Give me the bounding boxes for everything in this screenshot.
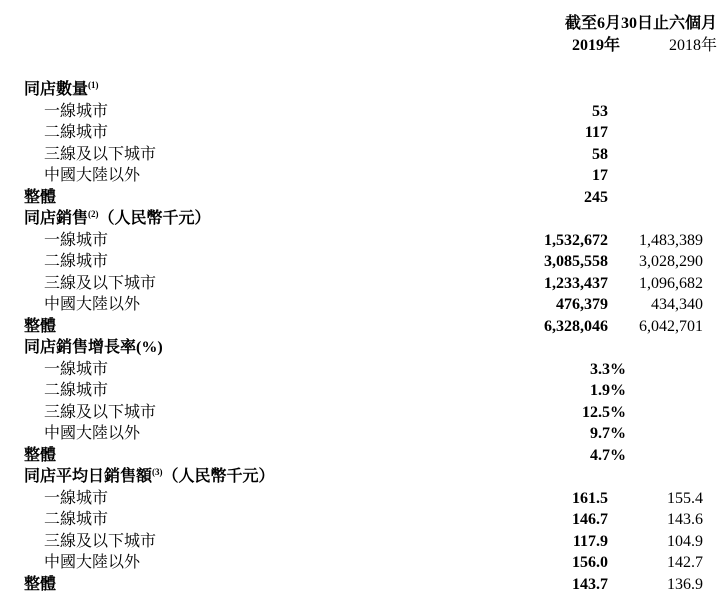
value-2018: 1,096,682 (639, 274, 703, 294)
total-row (0, 188, 727, 210)
value-2019: 4.7% (590, 446, 626, 466)
value-2018: 104.9 (667, 532, 703, 552)
value-2018: 143.6 (667, 510, 703, 530)
table-row (0, 532, 727, 554)
unit-label: （人民幣千元） (163, 468, 275, 485)
table-row (0, 424, 727, 446)
row-label: 一線城市 (44, 489, 108, 509)
row-label: 一線城市 (44, 360, 108, 380)
section-title (24, 80, 99, 100)
row-label: 整體 (24, 188, 56, 208)
section-title (24, 209, 211, 229)
total-row (0, 317, 727, 339)
row-label: 中國大陸以外 (44, 424, 140, 444)
period-header: 截至6月30日止六個月 (492, 14, 717, 34)
table-row (0, 274, 727, 296)
row-label: 整體 (24, 446, 56, 466)
table-row (0, 489, 727, 511)
row-label: 整體 (24, 575, 56, 595)
value-2019: 1,532,672 (544, 231, 608, 251)
section-header (0, 338, 727, 360)
row-label: 三線及以下城市 (44, 274, 156, 294)
section-title-text: 同店銷售增長率(%) (24, 339, 163, 356)
value-2018: 155.4 (667, 489, 703, 509)
section-title-text: 同店數量 (24, 81, 88, 98)
value-2018: 142.7 (667, 553, 703, 573)
table-row (0, 102, 727, 124)
row-label: 二線城市 (44, 123, 108, 143)
section-title (24, 467, 275, 487)
value-2019: 245 (584, 188, 608, 208)
value-2019: 3,085,558 (544, 252, 608, 272)
value-2019: 156.0 (572, 553, 608, 573)
section-header (0, 80, 727, 102)
value-2019: 53 (592, 102, 608, 122)
row-label: 三線及以下城市 (44, 532, 156, 552)
row-label: 三線及以下城市 (44, 403, 156, 423)
table-row (0, 145, 727, 167)
value-2018: 6,042,701 (639, 317, 703, 337)
total-row (0, 446, 727, 468)
table-row (0, 231, 727, 253)
row-label: 二線城市 (44, 510, 108, 530)
section-title (24, 338, 163, 358)
value-2019: 12.5% (582, 403, 626, 423)
total-row (0, 575, 727, 596)
value-2019: 58 (592, 145, 608, 165)
row-label: 三線及以下城市 (44, 145, 156, 165)
year-prior-header: 2018年 (669, 36, 717, 56)
row-label: 二線城市 (44, 381, 108, 401)
table-row (0, 510, 727, 532)
value-2019: 1.9% (590, 381, 626, 401)
value-2018: 434,340 (651, 295, 703, 315)
value-2019: 9.7% (590, 424, 626, 444)
table-row (0, 123, 727, 145)
value-2019: 3.3% (590, 360, 626, 380)
value-2019: 17 (592, 166, 608, 186)
row-label: 一線城市 (44, 102, 108, 122)
section-header (0, 467, 727, 489)
section-title-text: 同店平均日銷售額 (24, 468, 152, 485)
value-2019: 117.9 (573, 532, 608, 552)
row-label: 整體 (24, 317, 56, 337)
value-2019: 1,233,437 (544, 274, 608, 294)
table-row (0, 295, 727, 317)
table-row (0, 553, 727, 575)
footnote-marker: (2) (88, 209, 99, 219)
value-2018: 136.9 (667, 575, 703, 595)
unit-label: （人民幣千元） (99, 210, 211, 227)
section-header (0, 209, 727, 231)
year-current-header: 2019年 (572, 36, 620, 56)
row-label: 中國大陸以外 (44, 295, 140, 315)
table-row (0, 252, 727, 274)
table-row (0, 381, 727, 403)
row-label: 二線城市 (44, 252, 108, 272)
table-row (0, 360, 727, 382)
row-label: 中國大陸以外 (44, 166, 140, 186)
value-2019: 143.7 (572, 575, 608, 595)
footnote-marker: (1) (88, 80, 99, 90)
value-2019: 117 (585, 123, 608, 143)
value-2019: 6,328,046 (544, 317, 608, 337)
section-title-text: 同店銷售 (24, 210, 88, 227)
value-2019: 146.7 (572, 510, 608, 530)
table-row (0, 403, 727, 425)
year-header (500, 36, 717, 56)
value-2018: 3,028,290 (639, 252, 703, 272)
table-row (0, 166, 727, 188)
value-2018: 1,483,389 (639, 231, 703, 251)
row-label: 一線城市 (44, 231, 108, 251)
value-2019: 161.5 (572, 489, 608, 509)
value-2019: 476,379 (556, 295, 608, 315)
footnote-marker: (3) (152, 467, 163, 477)
same-store-table (0, 80, 727, 596)
row-label: 中國大陸以外 (44, 553, 140, 573)
